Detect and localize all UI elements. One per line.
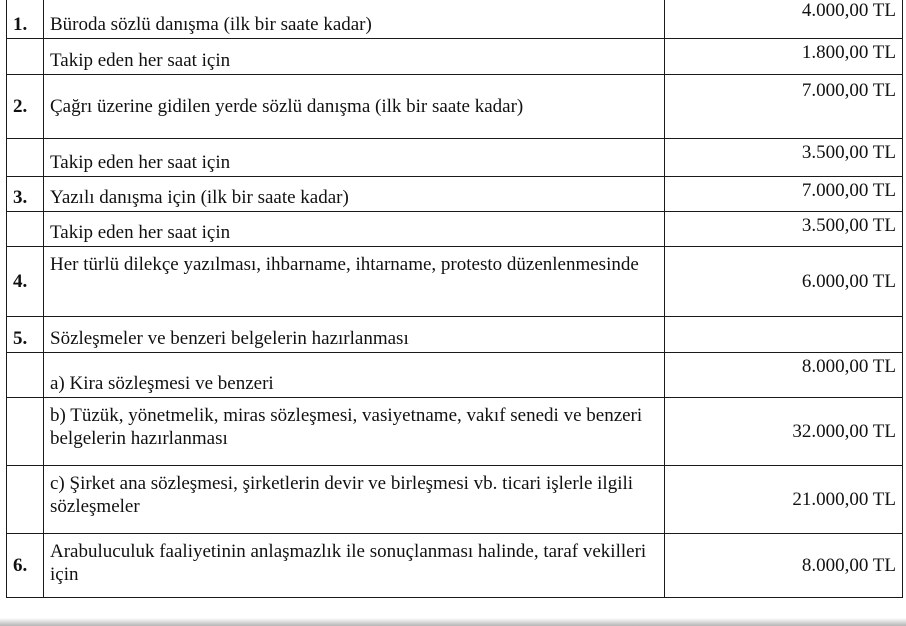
item-description: Sözleşmeler ve benzeri belgelerin hazırlanması [44, 317, 665, 353]
item-amount: 8.000,00 TL [665, 353, 903, 398]
item-description: Her türlü dilekçe yazılması, ihbarname, ihtarname, protesto düzenlenmesinde [44, 247, 665, 317]
item-number [7, 466, 44, 534]
item-number: 5. [7, 317, 44, 353]
table-row [7, 75, 903, 139]
item-amount: 6.000,00 TL [665, 247, 903, 317]
table-row [7, 247, 903, 317]
item-description: Çağrı üzerine gidilen yerde sözlü danışma (ilk bir saate kadar) [44, 75, 665, 139]
item-description: Büroda sözlü danışma (ilk bir saate kadar) [44, 0, 665, 39]
table-row [7, 177, 903, 212]
item-description: a) Kira sözleşmesi ve benzeri [44, 353, 665, 398]
item-description: Takip eden her saat için [44, 212, 665, 247]
item-amount: 8.000,00 TL [665, 534, 903, 598]
tariff-table [6, 0, 903, 598]
item-number [7, 39, 44, 75]
item-amount: 3.500,00 TL [665, 212, 903, 247]
item-number [7, 398, 44, 466]
item-amount: 7.000,00 TL [665, 75, 903, 139]
item-number: 1. [7, 0, 44, 39]
table-row [7, 317, 903, 353]
item-amount: 3.500,00 TL [665, 139, 903, 177]
item-number: 4. [7, 247, 44, 317]
item-amount: 32.000,00 TL [665, 398, 903, 466]
table-row [7, 0, 903, 39]
item-description: Yazılı danışma için (ilk bir saate kadar) [44, 177, 665, 212]
table-row [7, 353, 903, 398]
item-description: b) Tüzük, yönetmelik, miras sözleşmesi, vasiyetname, vakıf senedi ve benzeri belgelerin hazırlanması [44, 398, 665, 466]
item-number [7, 353, 44, 398]
scan-edge-shadow [0, 618, 906, 626]
item-number: 6. [7, 534, 44, 598]
table-row [7, 212, 903, 247]
item-amount [665, 317, 903, 353]
item-number [7, 139, 44, 177]
item-number: 2. [7, 75, 44, 139]
item-description: Arabuluculuk faaliyetinin anlaşmazlık ile sonuçlanması halinde, taraf vekilleri için [44, 534, 665, 598]
item-description: Takip eden her saat için [44, 139, 665, 177]
item-amount: 7.000,00 TL [665, 177, 903, 212]
item-number [7, 212, 44, 247]
table-row [7, 466, 903, 534]
table-row [7, 398, 903, 466]
item-amount: 4.000,00 TL [665, 0, 903, 39]
item-description: c) Şirket ana sözleşmesi, şirketlerin devir ve birleşmesi vb. ticari işlerle ilgili sözleşmeler [44, 466, 665, 534]
table-row [7, 39, 903, 75]
item-amount: 1.800,00 TL [665, 39, 903, 75]
item-description: Takip eden her saat için [44, 39, 665, 75]
table-row [7, 534, 903, 598]
table-row [7, 139, 903, 177]
item-number: 3. [7, 177, 44, 212]
item-amount: 21.000,00 TL [665, 466, 903, 534]
